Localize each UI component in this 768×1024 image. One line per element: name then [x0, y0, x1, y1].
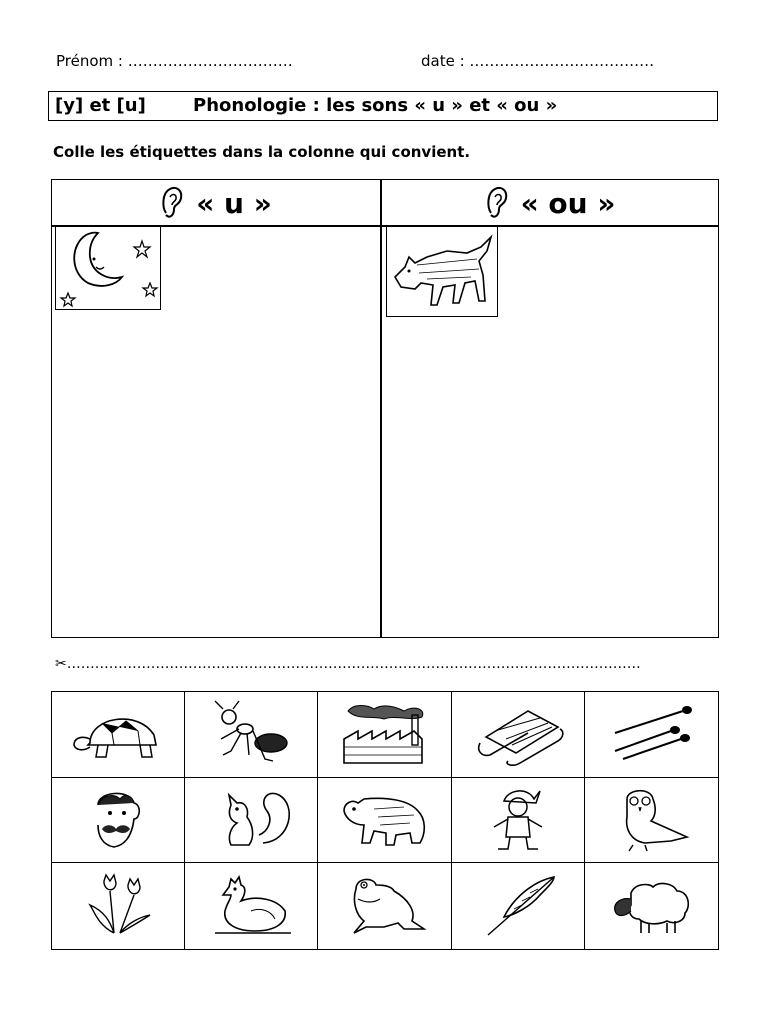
card-grenouille[interactable] — [318, 863, 451, 949]
card-ecureuil[interactable] — [185, 778, 318, 864]
prenom-field: Prénom : …………………………… — [56, 52, 293, 70]
card-moustache[interactable] — [52, 778, 185, 864]
wolf-icon — [387, 227, 497, 315]
column-divider — [380, 180, 382, 637]
matches-icon — [601, 699, 701, 769]
factory-icon — [334, 699, 434, 769]
column-label-ou: « ou » — [520, 186, 616, 220]
card-tulipes[interactable] — [52, 863, 185, 949]
column-header-u — [52, 183, 380, 223]
ear-icon — [160, 185, 184, 221]
moon-stars-icon — [56, 227, 160, 309]
card-poule[interactable] — [185, 863, 318, 949]
page-title: Phonologie : les sons « u » et « ou » — [193, 95, 558, 116]
column-label-u: « u » — [196, 186, 272, 220]
tortoise-icon — [68, 699, 168, 769]
ant-icon — [201, 699, 301, 769]
owl-icon — [601, 785, 701, 855]
card-luge[interactable] — [452, 692, 585, 778]
card-tortue[interactable] — [52, 692, 185, 778]
card-usine[interactable] — [318, 692, 451, 778]
card-ours[interactable] — [318, 778, 451, 864]
card-fourmi[interactable] — [185, 692, 318, 778]
card-lutin[interactable] — [452, 778, 585, 864]
column-header-ou — [382, 183, 718, 223]
card-allumettes[interactable] — [585, 692, 718, 778]
tulips-icon — [68, 871, 168, 941]
ear-icon — [485, 185, 509, 221]
feather-icon — [468, 871, 568, 941]
instruction: Colle les étiquettes dans la colonne qui convient. — [53, 143, 471, 161]
sample-wolf-card — [386, 226, 498, 317]
squirrel-icon — [201, 785, 301, 855]
sound-code: [y] et [u] — [55, 95, 146, 116]
sort-table — [51, 179, 719, 638]
sample-moon-card — [55, 226, 161, 310]
card-plume[interactable] — [452, 863, 585, 949]
date-field: date : ………………….…………… — [421, 52, 655, 70]
card-hibou[interactable] — [585, 778, 718, 864]
bear-icon — [334, 785, 434, 855]
elf-icon — [468, 785, 568, 855]
card-mouton[interactable] — [585, 863, 718, 949]
sled-icon — [468, 699, 568, 769]
picture-cards-grid — [51, 691, 719, 950]
sheep-icon — [601, 871, 701, 941]
hen-icon — [201, 871, 301, 941]
title-box — [48, 91, 718, 121]
moustache-man-icon — [68, 785, 168, 855]
frog-icon — [334, 871, 434, 941]
cut-line: ✂…………………………………………………………………………………………………………… — [55, 656, 641, 672]
